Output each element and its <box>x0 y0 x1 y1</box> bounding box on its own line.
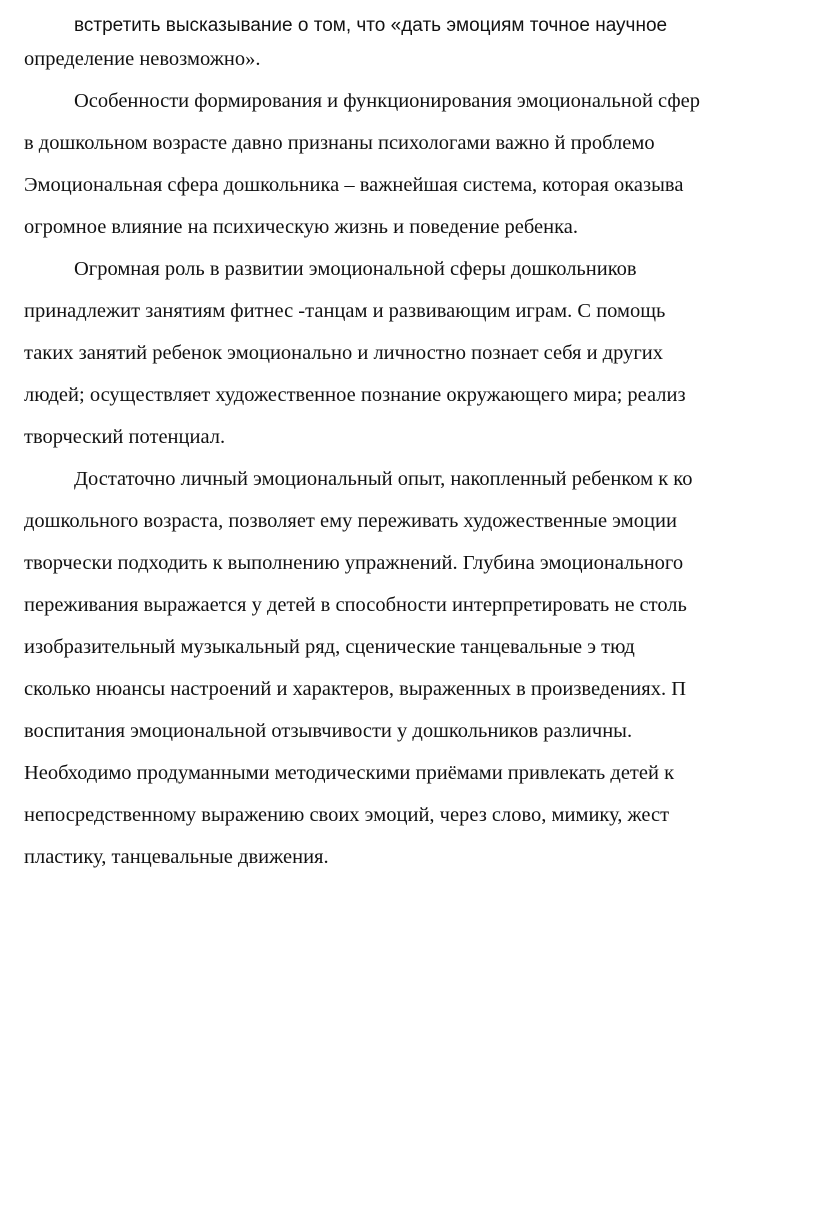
text-line: принадлежит занятиям фитнес -танцам и развивающим играм. С помощь <box>24 300 666 322</box>
text-line: сколько нюансы настроений и характеров, выраженных в произведениях. П <box>24 678 687 700</box>
text-line: в дошкольном возрасте давно признаны психологами важно й проблемо <box>24 132 655 154</box>
text-line: воспитания эмоциональной отзывчивости у дошкольников различны. <box>24 720 633 742</box>
paragraph-start-line: Достаточно личный эмоциональный опыт, накопленный ребенком к ко <box>74 468 693 490</box>
text-line: встретить высказывание о том, что «дать эмоциям точное научное <box>74 15 668 36</box>
paragraph-start-line: Огромная роль в развитии эмоциональной сферы дошкольников <box>74 258 637 280</box>
text-line: огромное влияние на психическую жизнь и поведение ребенка. <box>24 216 579 238</box>
text-line: Эмоциональная сфера дошкольника – важнейшая система, которая оказыва <box>24 174 684 196</box>
text-line: таких занятий ребенок эмоционально и личностно познает себя и других <box>24 342 663 364</box>
text-line: Необходимо продуманными методическими приёмами привлекать детей к <box>24 762 675 784</box>
text-line: творческий потенциал. <box>24 426 226 448</box>
text-line: непосредственному выражению своих эмоций, через слово, мимику, жест <box>24 804 670 826</box>
text-line: творчески подходить к выполнению упражнений. Глубина эмоционального <box>24 552 684 574</box>
text-line: определение невозможно». <box>24 48 261 70</box>
paragraph-start-line: Особенности формирования и функционирования эмоциональной сфер <box>74 90 701 112</box>
text-line: изобразительный музыкальный ряд, сценические танцевальные э тюд <box>24 636 635 658</box>
text-line: людей; осуществляет художественное познание окружающего мира; реализ <box>24 384 686 406</box>
text-line: переживания выражается у детей в способности интерпретировать не столь <box>24 594 687 616</box>
text-line: дошкольного возраста, позволяет ему переживать художественные эмоции <box>24 510 677 532</box>
text-line: пластику, танцевальные движения. <box>24 846 329 868</box>
